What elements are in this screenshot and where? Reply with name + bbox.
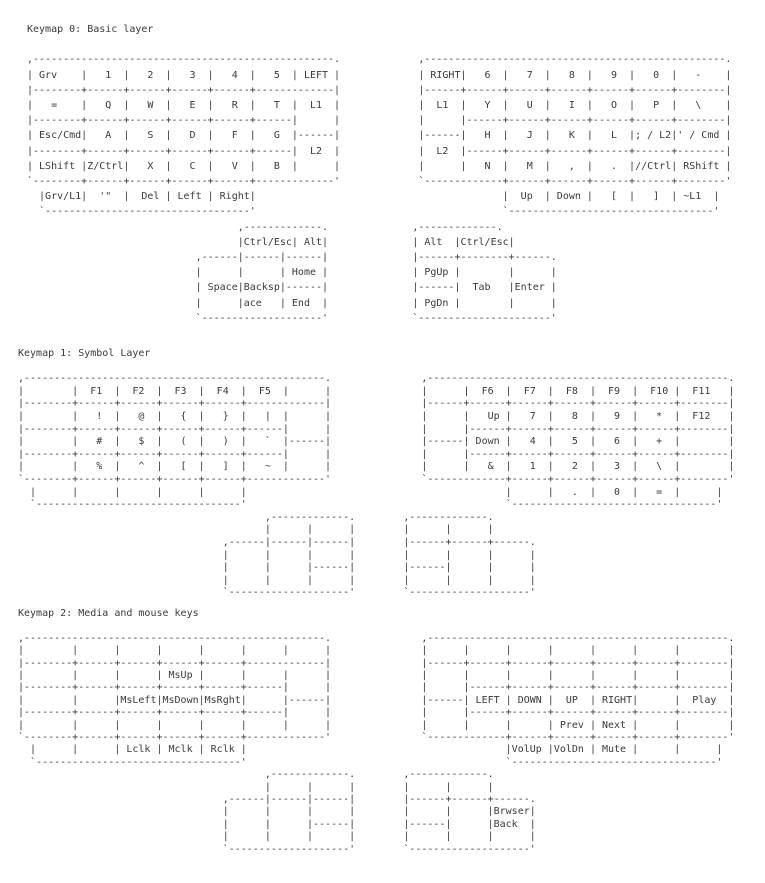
keymap-2-title: Keymap 2: Media and mouse keys [18, 607, 199, 619]
keymap-0-title: Keymap 0: Basic layer [27, 24, 154, 35]
keymap-1-title: Keymap 1: Symbol Layer [18, 348, 151, 360]
keymap-0-section [0, 22, 765, 326]
keymap-2-ascii-art: ,--------------------------------------------------. ,--------------------------------------------------. | | | | | | | | | | | | | | | | |--------+------+------+------+------+-------------| |------+------+------+------+------+------+--------| | | | | MsUp | | | | | | | | | | | | |--------+------+------+------+------+------| | | |------+------+------+------+------+--------| | | |MsLeft|MsDown|MsRght| |------| |------| LEFT | DOWN | UP | RIGHT| | Play | |--------+------+------+------+------+------| | | |------+------+------+------+------+--------| | | | | | | | | | | | | Prev | Next | | | `--------+------+------+------+------+-------------' `-------------+------+------+------+------+--------' | | | Lclk | Mclk | Rclk | |VolUp |VolDn | Mute | | | `----------------------------------' `----------------------------------' ,-------------. ,-------------. | | | | | | ,------|------|------| |------+------+------. | | | | | | |Brwser| | | |------| |------| |Back | | | | | | | | | `--------------------' `--------------------' [18, 632, 735, 855]
keymap-2-section [0, 608, 765, 856]
keymap-0-ascii-art: ,--------------------------------------------------. ,--------------------------------------------------. | Grv | 1 | 2 | 3 | 4 | 5 | LEFT | | RIGHT| 6 | 7 | 8 | 9 | 0 | - | |--------+------+------+------+------+-------------| |------+------+------+------+------+------+--------| | = | Q | W | E | R | T | L1 | | L1 | Y | U | I | O | P | \ | |--------+------+------+------+------+------| | | |------+------+------+------+------+--------| | Esc/Cmd| A | S | D | F | G |------| |------| H | J | K | L |; / L2|' / Cmd | |--------+------+------+------+------+------| L2 | | L2 |------+------+------+------+------+--------| | LShift |Z/Ctrl| X | C | V | B | | | | N | M | , | . |//Ctrl| RShift | `--------+------+------+------+------+-------------' `-------------+------+------+------+------+--------' |Grv/L1| '" | Del | Left | Right| | Up | Down | [ | ] | ~L1 | `----------------------------------' `----------------------------------' ,-------------. ,-------------. |Ctrl/Esc| Alt| | Alt |Ctrl/Esc| ,------|------|------| |------+--------+------. | | | Home | | PgUp | | | | Space|Backsp|------| |------| Tab |Enter | | |ace | End | | PgDn | | | `--------------------' `----------------------' [27, 54, 732, 324]
keymap-1-section [0, 348, 765, 600]
keymap-1-ascii-art: ,--------------------------------------------------. ,--------------------------------------------------. | | F1 | F2 | F3 | F4 | F5 | | | | F6 | F7 | F8 | F9 | F10 | F11 | |--------+------+------+------+------+-------------| |------+------+------+------+------+------+--------| | | ! | @ | { | } | | | | | | Up | 7 | 8 | 9 | * | F12 | |--------+------+------+------+------+------| | | |------+------+------+------+------+--------| | | # | $ | ( | ) | ` |------| |------| Down | 4 | 5 | 6 | + | | |--------+------+------+------+------+------| | | |------+------+------+------+------+--------| | | % | ^ | [ | ] | ~ | | | | & | 1 | 2 | 3 | \ | | `--------+------+------+------+------+-------------' `-------------+------+------+------+------+--------' | | | | | | | | . | 0 | = | | `----------------------------------' `----------------------------------' ,-------------. ,-------------. | | | | | | ,------|------|------| |------+------+------. | | | | | | | | | | |------| |------| | | | | | | | | | | `--------------------' `--------------------' [18, 373, 735, 599]
